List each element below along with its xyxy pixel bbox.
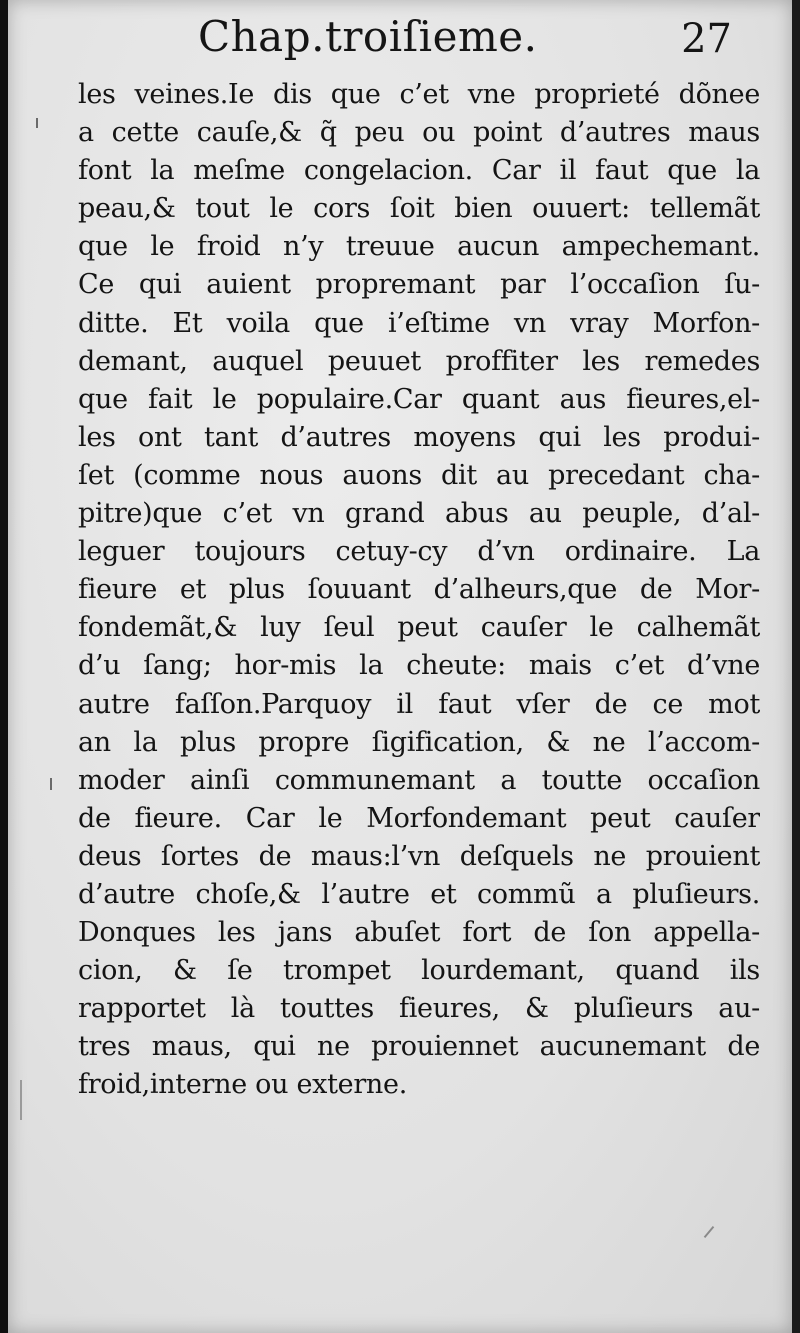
text-line: froid,interne ou externe. xyxy=(78,1069,407,1101)
text-line: fieure et plus ſouuant d’alheurs,que de Mor- xyxy=(78,574,760,606)
text-line: demant, auquel peuuet proffiter les remedes xyxy=(78,345,760,377)
text-line: Donques les jans abuſet fort de ſon appella- xyxy=(78,917,760,949)
text-line: autre faſſon.Parquoy il faut vſer de ce mot xyxy=(78,688,760,720)
running-head: Chap.troiſieme. xyxy=(198,12,538,61)
text-line: que fait le populaire.Car quant aus fieures,el- xyxy=(78,383,760,415)
text-line: d’autre choſe,& l’autre et commũ a pluſieurs. xyxy=(78,878,760,910)
text-line: ditte. Et voila que i’eſtime vn vray Morfon- xyxy=(78,307,760,339)
text-line: moder ainſi communemant a toutte occaſion xyxy=(78,764,760,796)
page-right-edge xyxy=(792,0,800,1333)
page-left-edge xyxy=(0,0,8,1333)
text-line: d’u ſang; hor-mis la cheute: mais c’et d’vne xyxy=(78,650,760,682)
text-line: a cette cauſe,& q̃ peu ou point d’autres maus xyxy=(78,117,760,149)
text-line: cion, & ſe trompet lourdemant, quand ils xyxy=(78,955,760,987)
text-line: peau,& tout le cors ſoit bien ouuert: tellemãt xyxy=(78,193,760,225)
text-line: font la meſme congelacion. Car il faut que la xyxy=(78,155,760,187)
text-line: an la plus propre ſigification, & ne l’accom- xyxy=(78,726,760,758)
text-line: les ont tant d’autres moyens qui les produi- xyxy=(78,421,760,453)
text-line: leguer toujours cetuy-cy d’vn ordinaire. La xyxy=(78,536,760,568)
ink-speck xyxy=(50,778,52,790)
page-header xyxy=(8,12,792,68)
text-line: rapportet là touttes fieures, & pluſieurs au- xyxy=(78,993,760,1025)
ink-speck xyxy=(20,1080,22,1120)
text-line: les veines.Ie dis que c’et vne proprieté dõnee xyxy=(78,79,760,110)
ink-speck xyxy=(704,1226,715,1238)
text-line: tres maus, qui ne prouiennet aucunemant de xyxy=(78,1031,760,1063)
page-number: 27 xyxy=(681,16,732,62)
text-line: ſet (comme nous auons dit au precedant cha- xyxy=(78,459,760,491)
text-line: que le froid n’y treuue aucun ampechemant. xyxy=(78,231,760,263)
text-line: Ce qui auient propremant par l’occaſion ſu- xyxy=(78,269,760,301)
body-text xyxy=(78,76,760,1105)
text-line: pitre)que c’et vn grand abus au peuple, d’al- xyxy=(78,498,760,530)
text-line: deus ſortes de maus:l’vn deſquels ne prouient xyxy=(78,840,760,872)
ink-speck xyxy=(36,118,38,128)
book-page xyxy=(8,0,792,1333)
text-line: fondemãt,& luy ſeul peut cauſer le calhemãt xyxy=(78,612,760,644)
text-line: de fieure. Car le Morfondemant peut cauſer xyxy=(78,802,760,834)
